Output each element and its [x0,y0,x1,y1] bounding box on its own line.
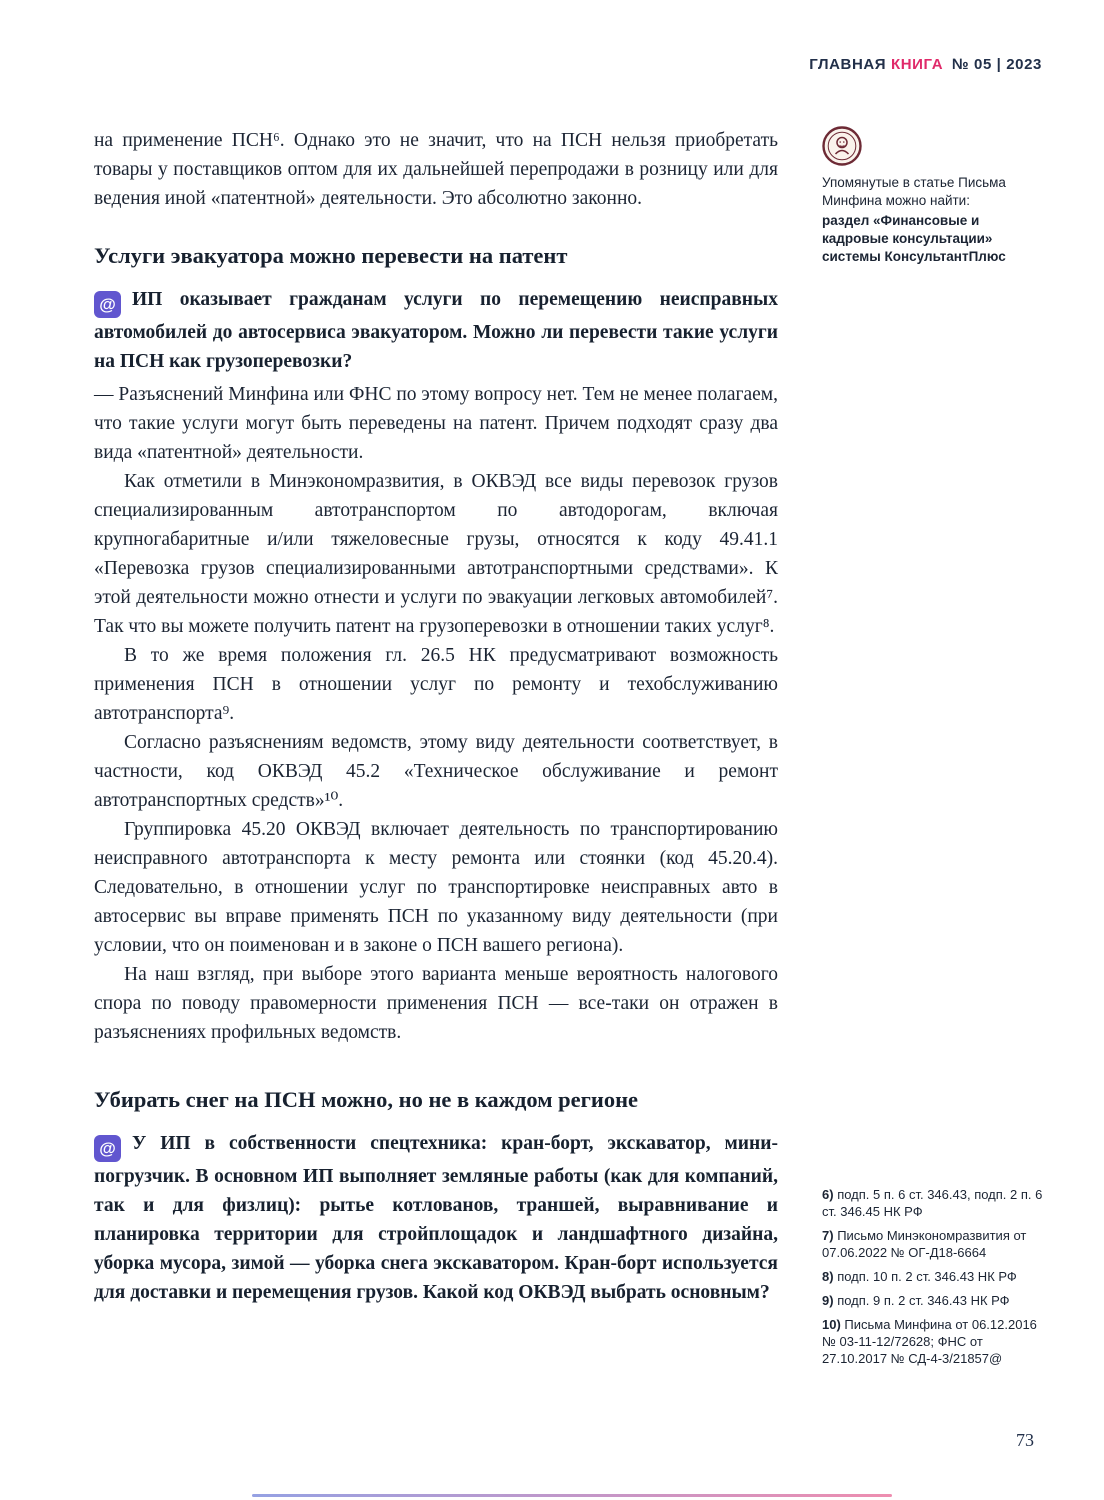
intro-paragraph: на применение ПСН⁶. Однако это не значит, что на ПСН нельзя приобретать товары у поставщиков оптом для их дальнейшей перепродажи в розницу или для ведения иной «патентной» деятельности. Это абсолютно законно. [94,130,778,209]
footnote-text: Письмо Минэкономразвития от 07.06.2022 № ОГ-Д18-6664 [822,1228,1027,1260]
footnote-number: 6) [822,1187,834,1202]
footnote-text: подп. 9 п. 2 ст. 346.43 НК РФ [837,1293,1010,1308]
footnote-item [822,1316,1046,1367]
section1-heading: Услуги эвакуатора можно перевести на патент [94,243,568,268]
question1-block [94,285,778,376]
answer-paragraph-3: В то же время положения гл. 26.5 НК предусматривают возможность применения ПСН в отношении услуг по ремонту и техобслуживанию автотранспорта⁹. [94,645,778,724]
issue-number: № 05 | 2023 [951,56,1042,73]
footnote-text: Письма Минфина от 06.12.2016 № 03-11-12/72628; ФНС от 27.10.2017 № СД-4-3/21857@ [822,1317,1037,1366]
question2-block [94,1129,778,1307]
brand-glavnaya: ГЛАВНАЯ [809,56,887,73]
footnote-number: 9) [822,1293,834,1308]
answer-paragraph-5: Группировка 45.20 ОКВЭД включает деятельность по транспортированию неисправного автотранспорта к месту ремонта или стоянки (код 45.20.4). Следовательно, в отношении услуг по транспортировке неисправных авто в автосервис вы вправе применять ПСН по указанному виду деятельности (при условии, что он поименован и в законе о ПСН вашего региона). [94,819,778,956]
footnote-item [822,1186,1046,1220]
at-icon: @ [94,291,121,318]
question1-text: ИП оказывает гражданам услуги по перемещению неисправных автомобилей до автосервиса эвакуатором. Можно ли перевести такие услуги на ПСН как грузоперевозки? [94,289,778,372]
answer-paragraph-1: — Разъяснений Минфина или ФНС по этому вопросу нет. Тем не менее полагаем, что такие услуги могут быть переведены на патент. Причем подходят сразу два вида «патентной» деятельности. [94,384,778,463]
sidebar-note-bold-text: раздел «Финансовые и кадровые консультации» системы КонсультантПлюс [822,213,1006,264]
footnote-item [822,1292,1046,1309]
sidebar-note-text: Упомянутые в статье Письма Минфина можно найти: [822,175,1006,208]
footnote-text: подп. 5 п. 6 ст. 346.43, подп. 2 п. 6 ст. 346.45 НК РФ [822,1187,1043,1219]
answer-paragraph-6: На наш взгляд, при выборе этого варианта меньше вероятность налогового спора по поводу правомерности применения ПСН — все-таки он отражен в разъяснениях профильных ведомств. [94,964,778,1043]
answer-paragraph-4: Согласно разъяснениям ведомств, этому виду деятельности соответствует, в частности, код ОКВЭД 45.2 «Техническое обслуживание и ремонт автотранспортных средств»¹⁰. [94,732,778,811]
question2-text: У ИП в собственности спецтехника: кран-борт, экскаватор, мини-погрузчик. В основном ИП выполняет земляные работы (как для компаний, так и для физлиц): рытье котлованов, траншей, выравнивание и планировка территории для стройплощадок и ландшафтного дизайна, уборка мусора, зимой — уборка снега экскаватором. Кран-борт используется для доставки и перемещения грузов. Какой код ОКВЭД выбрать основным? [94,1133,778,1303]
section2-heading: Убирать снег на ПСН можно, но не в каждом регионе [94,1087,639,1112]
footnote-number: 8) [822,1269,834,1284]
footnote-text: подп. 10 п. 2 ст. 346.43 НК РФ [837,1269,1017,1284]
article-body [94,126,778,1311]
answer-paragraph-2: Как отметили в Минэкономразвития, в ОКВЭД все виды перевозок грузов специализированным автотранспортом по автодорогам, включая крупногабаритные и/или тяжеловесные грузы, относятся к коду 49.41.1 «Перевозка грузов специализированными автотранспортными средствами». К этой деятельности можно отнести и услуги по эвакуации легковых автомобилей⁷. Так что вы можете получить патент на грузоперевозки в отношении таких услуг⁸. [94,471,778,637]
sidebar-note [822,174,1044,266]
footnote-number: 7) [822,1228,834,1243]
footnote-number: 10) [822,1317,841,1332]
bottom-rule [252,1494,892,1497]
footnote-item [822,1227,1046,1261]
page-number: 73 [1016,1430,1034,1450]
stamp-icon [822,126,862,166]
brand-kniga: КНИГА [890,56,944,73]
at-icon: @ [94,1135,121,1162]
footnotes-block [822,1186,1046,1374]
magazine-header [809,56,1042,73]
footnote-item [822,1268,1046,1285]
